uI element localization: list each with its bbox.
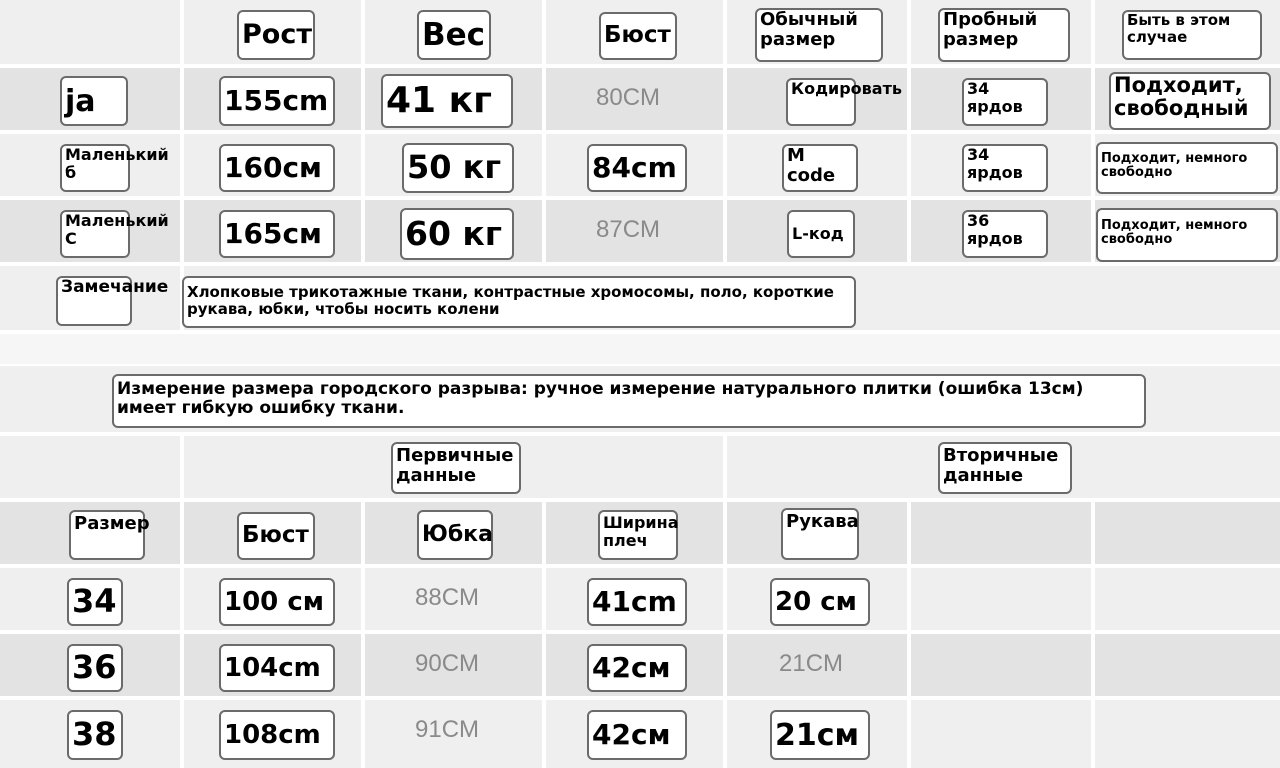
row-size-label: ja bbox=[60, 76, 128, 126]
cell bbox=[1095, 568, 1280, 630]
row-shoulder-value: 42см bbox=[587, 644, 687, 692]
row-shoulder-value: 42см bbox=[587, 710, 687, 760]
row-bust-value: 80CM bbox=[596, 84, 661, 111]
cell bbox=[0, 0, 180, 64]
header-height: Рост bbox=[237, 10, 315, 60]
separator-band bbox=[0, 334, 1280, 364]
header-case: Быть в этом случае bbox=[1122, 10, 1262, 60]
row-trial-value: 34 ярдов bbox=[962, 144, 1048, 192]
row-skirt-value: 90CM bbox=[415, 650, 480, 677]
header-bust: Бюст bbox=[237, 512, 315, 560]
row-size-value: 34 bbox=[67, 578, 123, 626]
header-skirt: Юбка bbox=[417, 510, 493, 560]
row-sleeve-value: 21CM bbox=[779, 650, 844, 677]
row-trial-value: 34 ярдов bbox=[962, 78, 1048, 126]
row-size-value: 38 bbox=[67, 710, 123, 760]
row-weight-value: 60 кг bbox=[400, 208, 514, 260]
row-size-label: Маленький С bbox=[60, 210, 130, 258]
row-bust-value: 87CM bbox=[596, 216, 661, 243]
header-shoulder: Ширина плеч bbox=[598, 510, 678, 560]
row-bust-value: 104cm bbox=[219, 644, 335, 692]
row-weight-value: 50 кг bbox=[402, 143, 514, 193]
note-label: Замечание bbox=[56, 276, 132, 326]
row-size-value: 36 bbox=[67, 644, 123, 692]
cell bbox=[0, 436, 180, 498]
row-usual-value: L-код bbox=[787, 210, 855, 258]
row-case-value: Подходит, свободный bbox=[1109, 72, 1271, 130]
row-size-label: Маленький б bbox=[60, 144, 130, 192]
row-usual-value: Кодировать bbox=[786, 78, 856, 126]
row-height-value: 155cm bbox=[219, 76, 335, 126]
header-sleeve: Рукава bbox=[781, 508, 859, 560]
cell bbox=[911, 634, 1091, 696]
secondary-data-header: Вторичные данные bbox=[938, 442, 1072, 494]
row-bust-value: 84cm bbox=[587, 144, 687, 192]
cell bbox=[911, 700, 1091, 768]
header-weight: Вес bbox=[417, 10, 491, 60]
row-bust-value: 100 см bbox=[219, 578, 335, 626]
row-bust-value: 108cm bbox=[219, 710, 335, 760]
cell bbox=[911, 502, 1091, 564]
row-shoulder-value: 41cm bbox=[587, 578, 687, 626]
header-size: Размер bbox=[69, 510, 145, 560]
header-usual-size: Обычный размер bbox=[755, 8, 883, 62]
row-sleeve-value: 21см bbox=[770, 710, 870, 760]
row-skirt-value: 91CM bbox=[415, 716, 480, 743]
row-usual-value: M code bbox=[782, 144, 858, 192]
row-case-value: Подходит, немного свободно bbox=[1096, 208, 1278, 262]
cell bbox=[911, 568, 1091, 630]
row-skirt-value: 88CM bbox=[415, 584, 480, 611]
cell bbox=[1095, 634, 1280, 696]
header-trial-size: Пробный размер bbox=[938, 8, 1070, 62]
row-case-value: Подходит, немного свободно bbox=[1096, 142, 1278, 194]
note-text: Хлопковые трикотажные ткани, контрастные хромосомы, поло, короткие рукава, юбки, чтобы носить колени bbox=[182, 276, 856, 328]
row-trial-value: 36 ярдов bbox=[962, 210, 1048, 258]
measure-note: Измерение размера городского разрыва: ручное измерение натурального плитки (ошибка 13см) имеет гибкую ошибку ткани. bbox=[112, 374, 1146, 428]
primary-data-header: Первичные данные bbox=[391, 442, 521, 494]
row-height-value: 160см bbox=[219, 144, 335, 192]
cell bbox=[1095, 502, 1280, 564]
cell bbox=[1095, 700, 1280, 768]
row-weight-value: 41 кг bbox=[381, 74, 513, 128]
row-sleeve-value: 20 см bbox=[770, 578, 870, 626]
row-height-value: 165см bbox=[219, 210, 335, 258]
header-bust: Бюст bbox=[599, 12, 677, 60]
